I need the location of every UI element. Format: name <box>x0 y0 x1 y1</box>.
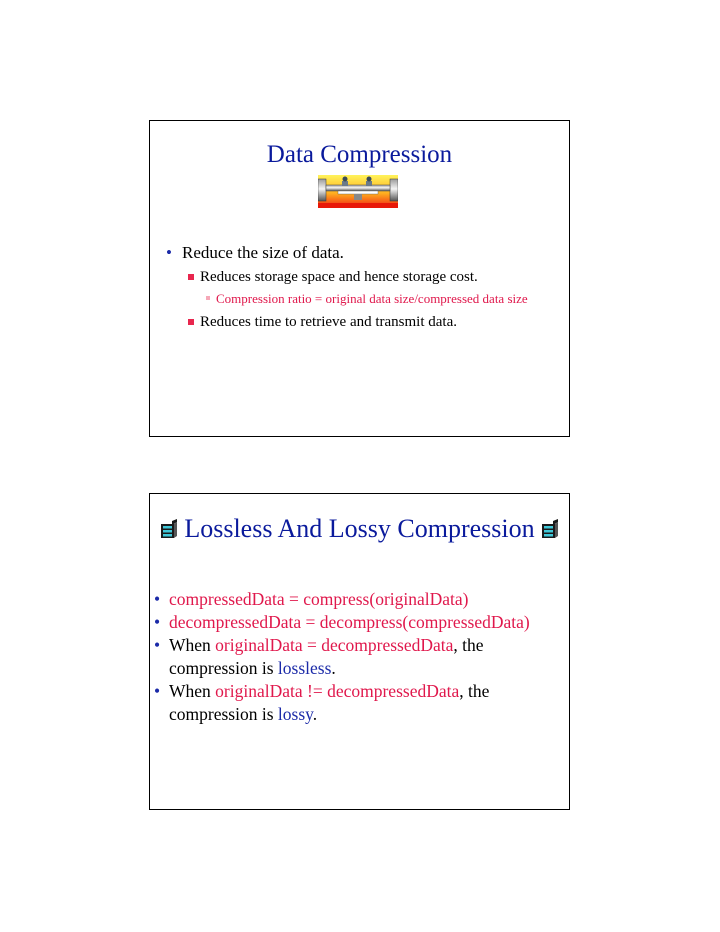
slide-title: Lossless And Lossy Compression <box>184 514 535 543</box>
slide-title: Data Compression <box>266 141 453 168</box>
text-segment: When <box>169 681 216 701</box>
square-bullet-icon <box>188 319 194 325</box>
text-segment: , the compression is <box>169 681 490 724</box>
bullet-list <box>166 243 561 336</box>
bullet-item <box>154 634 565 680</box>
text-segment: . <box>331 658 336 678</box>
sub-sub-bullet-item <box>206 291 561 307</box>
bullet-text <box>169 680 565 726</box>
book-icon <box>160 519 178 539</box>
bullet-text: decompressedData = decompress(compressedData) <box>169 612 530 632</box>
bullet-item <box>154 680 565 726</box>
bullet-text <box>169 634 565 680</box>
compression-machine-icon <box>318 175 398 208</box>
bullet-list <box>154 588 565 726</box>
bullet-item <box>154 588 565 611</box>
bullet-text: compressedData = compress(originalData) <box>169 589 469 609</box>
text-segment: , the compression is <box>169 635 484 678</box>
bullet-item <box>154 611 565 634</box>
bullet-dot-icon: • <box>154 635 161 655</box>
book-icon <box>541 519 559 539</box>
bullet-text: Reduce the size of data. <box>182 243 344 262</box>
square-bullet-icon <box>188 274 194 280</box>
bullet-item <box>166 243 561 263</box>
sub-bullet-text: Reduces storage space and hence storage cost. <box>200 269 478 285</box>
slide-title-row <box>150 514 569 544</box>
bullet-dot-icon: • <box>154 589 161 609</box>
sub-sub-bullet-text: Compression ratio = original data size/compressed data size <box>216 291 528 306</box>
highlight-red: originalData != decompressedData <box>215 681 460 701</box>
sub-bullet-item <box>188 314 561 331</box>
highlight-red: originalData = decompressedData <box>215 635 454 655</box>
highlight-blue: lossless <box>277 658 332 678</box>
sub-bullet-text: Reduces time to retrieve and transmit data. <box>200 314 457 330</box>
text-segment: When <box>169 635 216 655</box>
bullet-dot-icon: • <box>166 243 172 262</box>
highlight-blue: lossy <box>277 704 313 724</box>
slide-lossless-lossy <box>149 493 570 810</box>
slide-data-compression <box>149 120 570 437</box>
bullet-dot-icon: • <box>154 681 161 701</box>
bullet-dot-icon: • <box>154 612 161 632</box>
sub-bullet-item <box>188 269 561 286</box>
small-square-bullet-icon <box>206 296 210 300</box>
text-segment: . <box>312 704 318 724</box>
